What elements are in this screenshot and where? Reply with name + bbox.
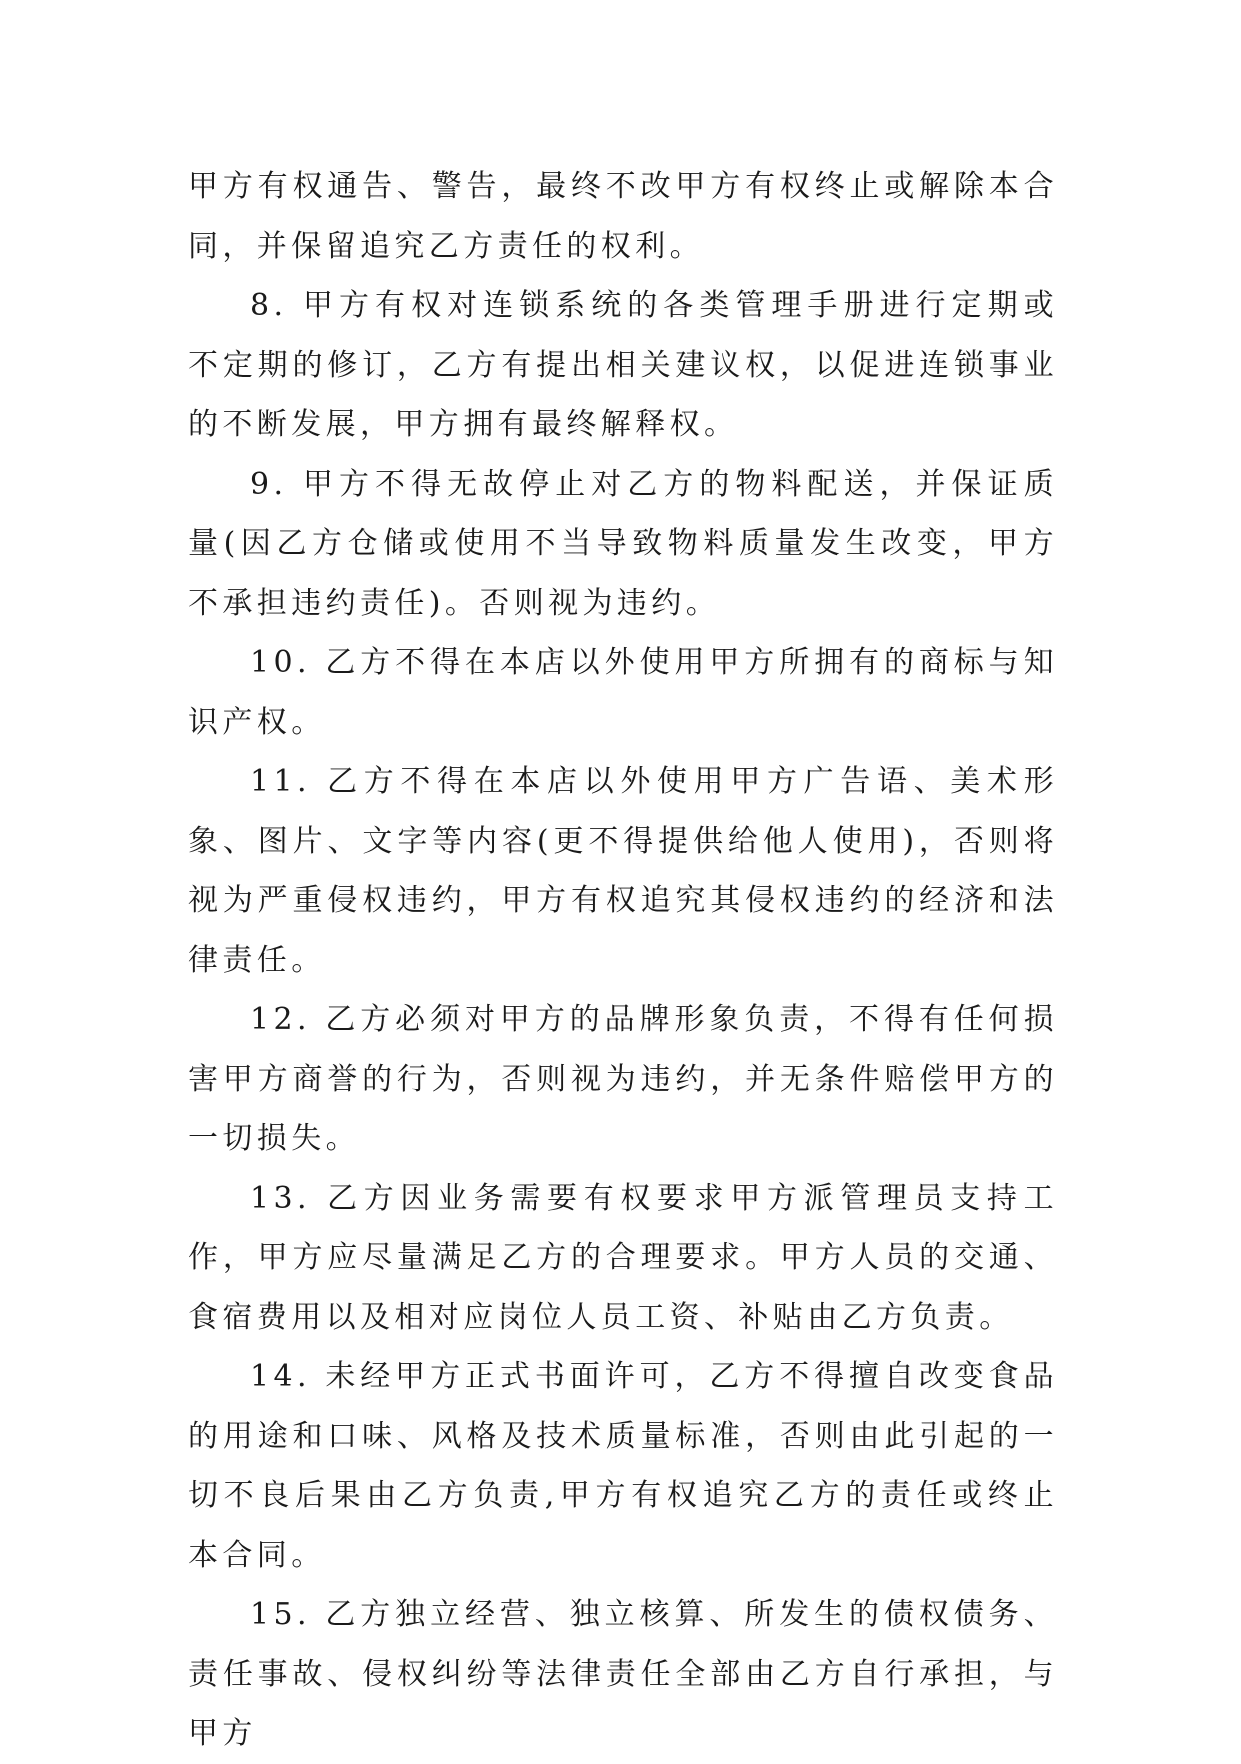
clause-15: 15. 乙方独立经营、独立核算、所发生的债权债务、责任事故、侵权纠纷等法律责任全部由乙方自行承担，与甲方 bbox=[188, 1597, 1058, 1751]
clause-10: 10. 乙方不得在本店以外使用甲方所拥有的商标与知识产权。 bbox=[188, 645, 1058, 740]
paragraph-continuation: 甲方有权通告、警告，最终不改甲方有权终止或解除本合同，并保留追究乙方责任的权利。 bbox=[188, 169, 1058, 264]
clause-8: 8. 甲方有权对连锁系统的各类管理手册进行定期或不定期的修订，乙方有提出相关建议权，以促进连锁事业的不断发展，甲方拥有最终解释权。 bbox=[188, 288, 1058, 442]
clause-13: 13. 乙方因业务需要有权要求甲方派管理员支持工作，甲方应尽量满足乙方的合理要求。甲方人员的交通、食宿费用以及相对应岗位人员工资、补贴由乙方负责。 bbox=[188, 1180, 1058, 1335]
clause-9: 9. 甲方不得无故停止对乙方的物料配送，并保证质量(因乙方仓储或使用不当导致物料质量发生改变，甲方不承担违约责任)。否则视为违约。 bbox=[188, 466, 1058, 621]
clause-12: 12. 乙方必须对甲方的品牌形象负责，不得有任何损害甲方商誉的行为，否则视为违约，并无条件赔偿甲方的一切损失。 bbox=[188, 1002, 1058, 1156]
clause-11: 11. 乙方不得在本店以外使用甲方广告语、美术形象、图片、文字等内容(更不得提供给他人使用)，否则将视为严重侵权违约，甲方有权追究其侵权违约的经济和法律责任。 bbox=[188, 764, 1058, 978]
contract-text bbox=[188, 157, 1058, 1764]
clause-14: 14. 未经甲方正式书面许可，乙方不得擅自改变食品的用途和口味、风格及技术质量标准，否则由此引起的一切不良后果由乙方负责,甲方有权追究乙方的责任或终止本合同。 bbox=[188, 1359, 1058, 1573]
